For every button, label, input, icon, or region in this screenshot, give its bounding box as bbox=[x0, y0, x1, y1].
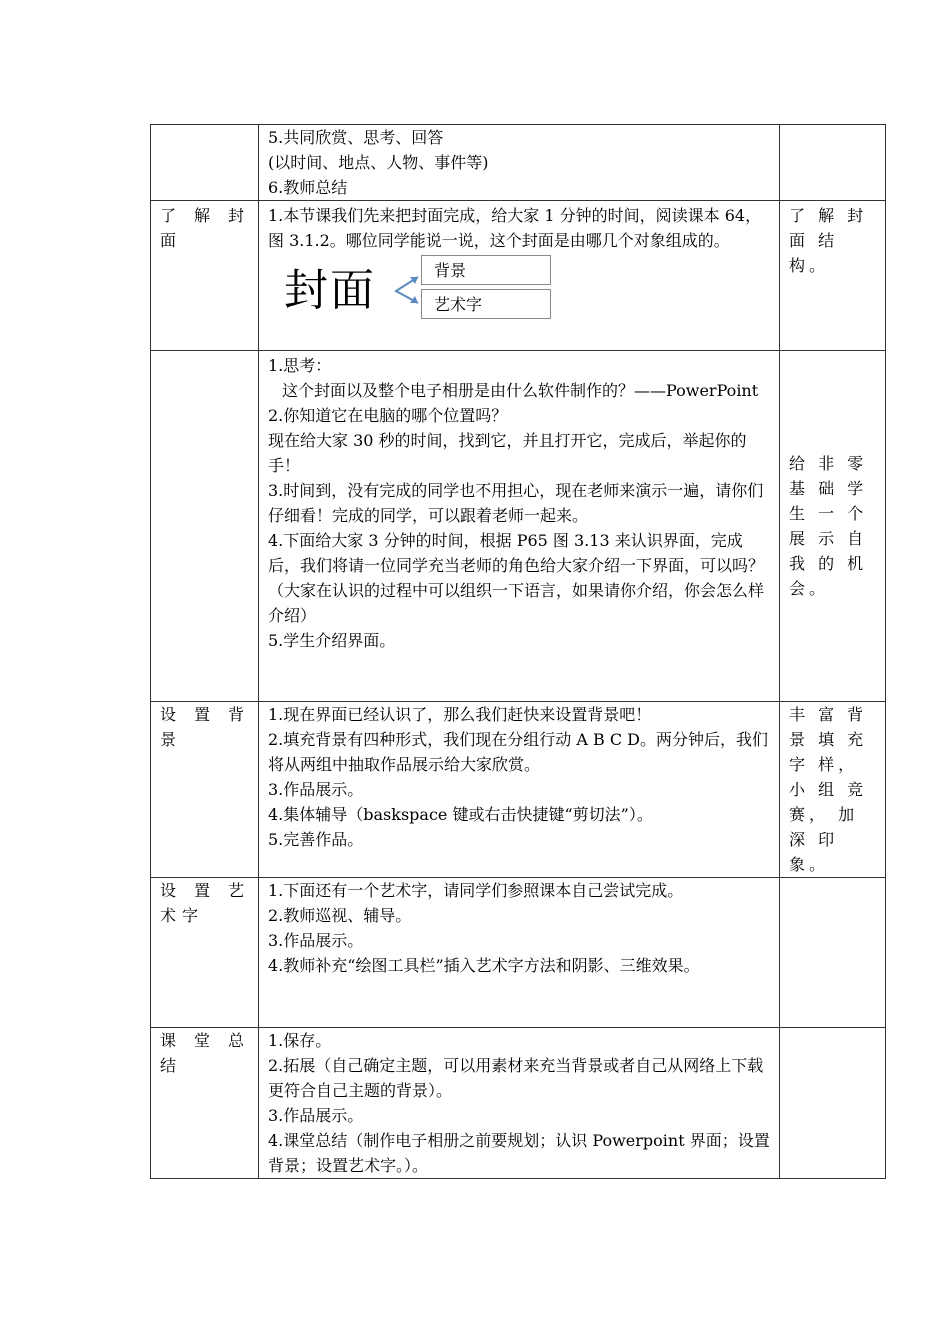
lesson-plan-table bbox=[150, 124, 886, 1179]
table-row bbox=[151, 201, 886, 351]
purpose-cell bbox=[780, 1028, 886, 1179]
content-line: 2.填充背景有四种形式，我们现在分组行动 A B C D。两分钟后，我们将从两组中抽取作品展示给大家欣赏。 bbox=[268, 730, 768, 774]
arrow-icon bbox=[388, 263, 422, 313]
content-line: 1.本节课我们先来把封面完成，给大家 1 分钟的时间，阅读课本 64，图 3.1.2。哪位同学能说一说，这个封面是由哪几个对象组成的。 bbox=[268, 206, 762, 250]
content-line: 4.下面给大家 3 分钟的时间，根据 P65 图 3.13 来认识界面，完成后，我们将请一位同学充当老师的角色给大家介绍一下界面，可以吗？（大家在认识的过程中可以组织一下语言，如果请你介绍，你会怎么样介绍） bbox=[268, 531, 765, 625]
content-cell bbox=[259, 702, 780, 878]
purpose-cell bbox=[780, 351, 886, 702]
content-line: 3.作品展示。 bbox=[268, 780, 364, 799]
purpose-cell bbox=[780, 125, 886, 201]
stage-cell: 课 堂 总 结 bbox=[151, 1028, 259, 1179]
content-line: 4.课堂总结（制作电子相册之前要规划；认识 Powerpoint 界面；设置背景；设置艺术字。）。 bbox=[268, 1131, 770, 1175]
table-row bbox=[151, 702, 886, 878]
purpose-cell: 了 解 封 面 结 构。 bbox=[780, 201, 886, 351]
diagram-center-label: 封面 bbox=[284, 265, 376, 316]
table-row bbox=[151, 125, 886, 201]
content-line: 3.时间到，没有完成的同学也不用担心，现在老师来演示一遍，请你们仔细看！完成的同学，可以跟着老师一起来。 bbox=[268, 481, 764, 525]
content-line: 5.完善作品。 bbox=[268, 830, 364, 849]
content-line: 3.作品展示。 bbox=[268, 1106, 364, 1125]
diagram-box-wordart: 艺术字 bbox=[421, 289, 551, 319]
content-cell bbox=[259, 878, 780, 1028]
content-line: 5.学生介绍界面。 bbox=[268, 631, 396, 650]
content-line: 2.教师巡视、辅导。 bbox=[268, 906, 412, 925]
content-line: 4.集体辅导（baskspace 键或右击快捷键“剪切法”）。 bbox=[268, 805, 653, 824]
purpose-cell bbox=[780, 878, 886, 1028]
table-row bbox=[151, 878, 886, 1028]
content-line: 1.思考： bbox=[268, 356, 332, 375]
content-line: 3.作品展示。 bbox=[268, 931, 364, 950]
content-line: 2.拓展（自己确定主题，可以用素材来充当背景或者自己从网络上下载更符合自己主题的背景）。 bbox=[268, 1056, 764, 1100]
content-line: 1.下面还有一个艺术字，请同学们参照课本自己尝试完成。 bbox=[268, 881, 684, 900]
purpose-text: 给 非 零 基 础 学 生 一 个 展 示 自 我 的 机 会。 bbox=[789, 454, 868, 598]
content-line: 5.共同欣赏、思考、回答 bbox=[268, 128, 444, 147]
stage-cell bbox=[151, 351, 259, 702]
content-line: 4.教师补充“绘图工具栏”插入艺术字方法和阴影、三维效果。 bbox=[268, 956, 700, 975]
content-cell bbox=[259, 1028, 780, 1179]
stage-cell bbox=[151, 125, 259, 201]
content-line: 现在给大家 30 秒的时间，找到它，并且打开它，完成后，举起你的手！ bbox=[268, 431, 747, 475]
diagram-box-background: 背景 bbox=[421, 255, 551, 285]
content-cell bbox=[259, 125, 780, 201]
table-row bbox=[151, 1028, 886, 1179]
stage-cell: 设 置 背 景 bbox=[151, 702, 259, 878]
purpose-cell: 丰 富 背 景 填 充 字 样， 小 组 竞 赛， 加 深 印 象。 bbox=[780, 702, 886, 878]
content-line: 2.你知道它在电脑的哪个位置吗？ bbox=[268, 406, 508, 425]
content-line: 1.现在界面已经认识了，那么我们赶快来设置背景吧！ bbox=[268, 705, 652, 724]
table-row bbox=[151, 351, 886, 702]
content-line: 6.教师总结 bbox=[268, 178, 348, 197]
content-cell bbox=[259, 201, 780, 351]
stage-cell: 了 解 封 面 bbox=[151, 201, 259, 351]
content-line: (以时间、地点、人物、事件等) bbox=[268, 153, 489, 172]
cover-structure-diagram bbox=[268, 255, 771, 327]
content-cell bbox=[259, 351, 780, 702]
stage-cell: 设 置 艺 术字 bbox=[151, 878, 259, 1028]
content-line: 这个封面以及整个电子相册是由什么软件制作的？——PowerPoint bbox=[282, 381, 759, 400]
content-line: 1.保存。 bbox=[268, 1031, 332, 1050]
